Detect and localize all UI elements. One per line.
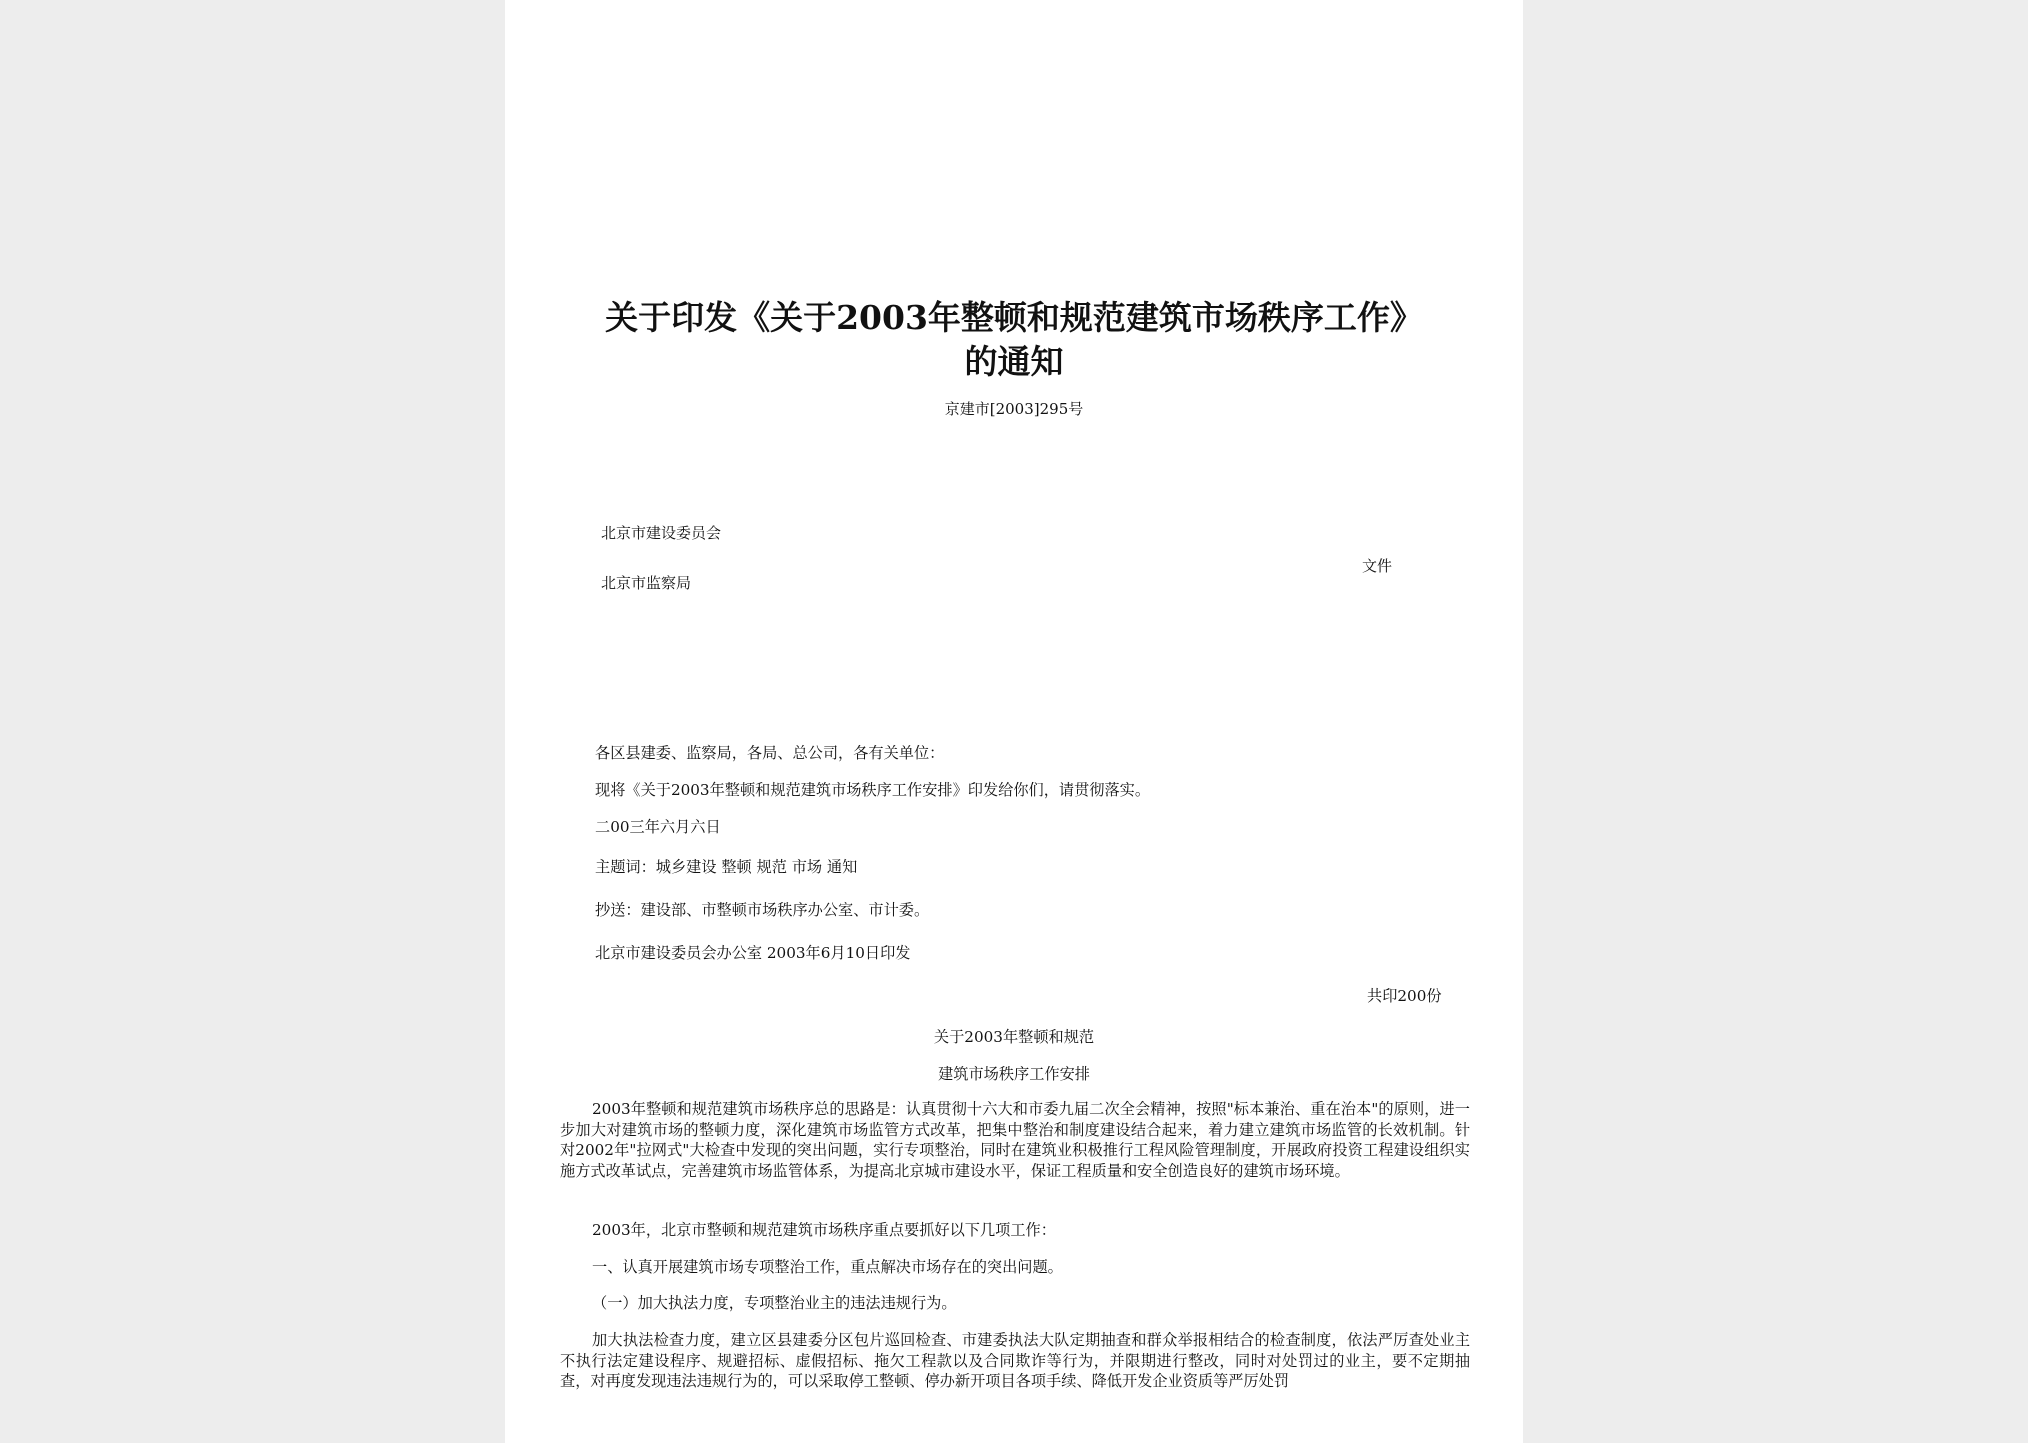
- recipients-line: 各区县建委、监察局，各局、总公司，各有关单位：: [595, 744, 945, 762]
- document-type-label: 文件: [1362, 557, 1393, 575]
- printed-by-line: 北京市建设委员会办公室 2003年6月10日印发: [595, 944, 911, 962]
- document-page: [505, 0, 1523, 1443]
- document-title-line2: 的通知: [964, 342, 1064, 381]
- issuer-supervision-bureau: 北京市监察局: [601, 574, 692, 592]
- copies-count: 共印200份: [1367, 987, 1442, 1005]
- cc-line: 抄送：建设部、市整顿市场秩序办公室、市计委。: [595, 901, 930, 919]
- attachment-title-line2: 建筑市场秩序工作安排: [938, 1065, 1090, 1083]
- keywords-line: 主题词：城乡建设 整顿 规范 市场 通知: [595, 858, 858, 876]
- issue-date: 二00三年六月六日: [595, 818, 721, 836]
- issuer-construction-committee: 北京市建设委员会: [601, 524, 722, 542]
- notice-body: 现将《关于2003年整顿和规范建筑市场秩序工作安排》印发给你们，请贯彻落实。: [595, 781, 1151, 799]
- document-title-line1: 关于印发《关于2003年整顿和规范建筑市场秩序工作》: [605, 298, 1423, 337]
- subsection-heading-1: （一）加大执法力度，专项整治业主的违法违规行为。: [592, 1294, 957, 1312]
- paragraph-key-tasks: 2003年，北京市整顿和规范建筑市场秩序重点要抓好以下几项工作：: [592, 1221, 1056, 1239]
- document-number: 京建市[2003]295号: [944, 400, 1084, 418]
- section-heading-1: 一、认真开展建筑市场专项整治工作，重点解决市场存在的突出问题。: [592, 1258, 1063, 1276]
- paragraph-enforcement: 加大执法检查力度，建立区县建委分区包片巡回检查、市建委执法大队定期抽查和群众举报相结合的检查制度，依法严厉查处业主不执行法定建设程序、规避招标、虚假招标、拖欠工程款以及合同欺诈等行为，并限期进行整改，同时对处罚过的业主，要不定期抽查，对再度发现违法违规行为的，可以采取停工整顿、停办新开项目各项手续、降低开发企业资质等严厉处罚: [560, 1331, 1470, 1390]
- paragraph-overall-approach: 2003年整顿和规范建筑市场秩序总的思路是：认真贯彻十六大和市委九届二次全会精神，按照"标本兼治、重在治本"的原则，进一步加大对建筑市场的整顿力度，深化建筑市场监管方式改革，把集中整治和制度建设结合起来，着力建立建筑市场监管的长效机制。针对2002年"拉网式"大检查中发现的突出问题，实行专项整治，同时在建筑业积极推行工程风险管理制度，开展政府投资工程建设组织实施方式改革试点，完善建筑市场监管体系，为提高北京城市建设水平，保证工程质量和安全创造良好的建筑市场环境。: [560, 1100, 1470, 1180]
- attachment-title-line1: 关于2003年整顿和规范: [933, 1028, 1095, 1046]
